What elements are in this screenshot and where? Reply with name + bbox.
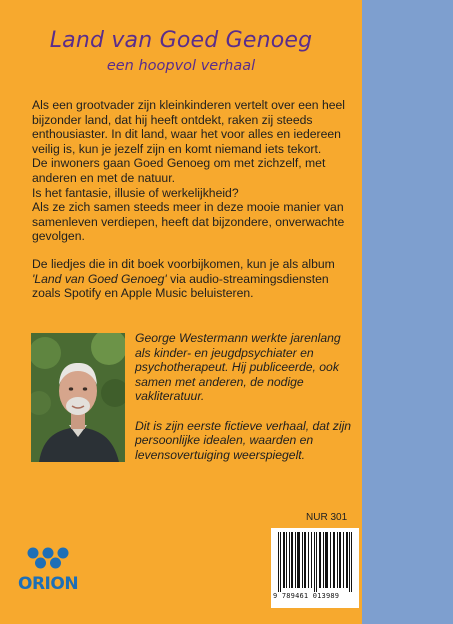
- publisher-name: ORION: [18, 574, 79, 594]
- book-subtitle: een hoopvol verhaal: [106, 58, 256, 74]
- barcode-icon: [277, 532, 353, 592]
- blurb-paragraph: Als een grootvader zijn kleinkinderen vertelt over een heel bijzonder land, dat hij heeft ontdekt, raken zij steeds enthousiaster. In dit land, waar het voor alles en iedereen veilig is, kun je jezelf zijn en komt niemand iets tekort.: [32, 98, 345, 156]
- blurb-text: [32, 98, 352, 244]
- book-spine: [362, 0, 453, 624]
- author-photo: [31, 333, 125, 462]
- isbn-barcode: [271, 528, 359, 608]
- isbn-number: 9 789461 013989: [273, 592, 340, 600]
- music-text-after: via audio-streamingsdiensten zoals Spotify en Apple Music beluisteren.: [32, 271, 329, 301]
- author-bio: [135, 331, 359, 477]
- book-title: Land van Goed Genoeg: [49, 28, 313, 53]
- nur-code: NUR 301: [306, 512, 348, 523]
- blurb-paragraph: Is het fantasie, illusie of werkelijkheid?: [32, 185, 239, 200]
- publisher-logo: [18, 546, 78, 608]
- bio-paragraph: George Westermann werkte jarenlang als kinder- en jeugdpsychiater en psychotherapeut. Hij publiceerde, ook samen met anderen, de nodige vakliteratuur.: [135, 331, 341, 404]
- bio-paragraph: Dit is zijn eerste fictieve verhaal, dat zijn persoonlijke idealen, waarden en levensovertuiging weerspiegelt.: [135, 418, 352, 462]
- blurb-paragraph: Als ze zich samen steeds meer in deze mooie manier van samenleven verdiepen, heeft dat bijzondere, onverwachte gevolgen.: [32, 200, 345, 244]
- author-portrait-image: [31, 333, 125, 462]
- blurb-paragraph: De inwoners gaan Goed Genoeg om met zichzelf, met anderen en met de natuur.: [32, 156, 326, 185]
- orion-dots-icon: [18, 546, 78, 570]
- album-title: 'Land van Goed Genoeg': [32, 271, 167, 286]
- music-text-before: De liedjes die in dit boek voorbijkomen, kun je als album: [32, 257, 335, 271]
- music-note: [32, 257, 352, 301]
